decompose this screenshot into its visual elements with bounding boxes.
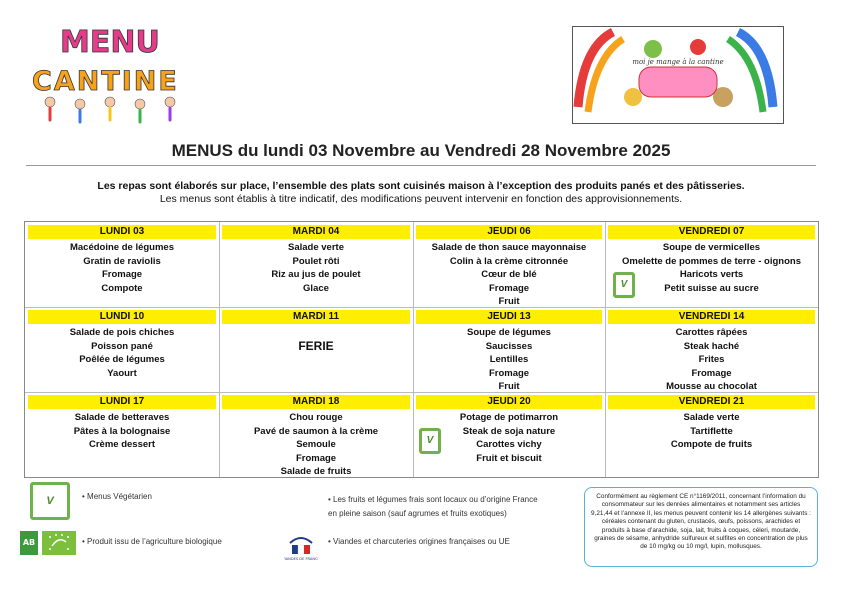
menu-item: Tartiflette [690, 425, 733, 437]
menu-item: Riz au jus de poulet [271, 269, 361, 281]
legend-bio: • Produit issu de l’agriculture biologique [82, 537, 222, 546]
menu-item: Omelette de pommes de terre - oignons [622, 255, 801, 267]
menu-item: Poêlée de légumes [79, 354, 165, 366]
day-menu [219, 241, 413, 295]
intro-line-2: Les menus sont établis à titre indicatif, des modifications peuvent intervenir en fonction des approvisionnements. [159, 193, 683, 205]
bio-logo-text: AB [22, 538, 36, 547]
menu-item: Salade verte [288, 242, 344, 253]
day-header: JEUDI 06 [416, 225, 602, 239]
menu-item: Colin à la crème citronnée [449, 255, 569, 267]
allergen-info-box: Conformément au règlement CE n°1169/2011, concernant l’information du consommateur sur les denrées alimentaires et notamment ses articles 9,21,44 et l’annexe II, les menus peuvent contenir les 14 allergènes suivants : céréales contenant du gluten, crustacés, œufs, poissons, arachides et produits à base d’arachide, soja, lait, fruits à coques, céleri, moutarde, graines de sésame, anhydride sulfureux et sulfites en concentration de plus de 10 mg/kg ou 10 mg/l, lupin, mollusques. [584, 487, 818, 567]
legend-vegetarian: • Menus Végétarien [82, 492, 152, 501]
day-cell [25, 222, 219, 307]
day-cell [413, 222, 605, 307]
holiday-note: FERIE [298, 339, 334, 353]
day-menu [605, 241, 818, 295]
day-header: MARDI 04 [222, 225, 410, 239]
menu-item: Fromage [295, 452, 337, 464]
day-cell [413, 307, 605, 392]
menu-item: Fromage [101, 269, 143, 281]
menu-item: Fruit [498, 381, 520, 393]
day-cell [605, 222, 818, 307]
menu-item: Macédoine de légumes [69, 242, 174, 253]
day-menu [25, 411, 219, 452]
menu-item: Salade de pois chiches [69, 327, 175, 338]
menu-item: Saucisses [485, 340, 533, 352]
menu-item: Fromage [488, 282, 530, 294]
day-header: JEUDI 13 [416, 310, 602, 324]
menu-item: Cœur de blé [481, 269, 537, 281]
menu-item: Crème dessert [88, 439, 155, 451]
day-menu [413, 241, 605, 309]
day-menu [413, 411, 605, 465]
day-cell [25, 392, 219, 477]
menu-item: Pavé de saumon à la crème [253, 425, 379, 437]
day-header: LUNDI 03 [28, 225, 216, 239]
day-menu [25, 241, 219, 295]
menu-item: Soupe de légumes [467, 327, 551, 338]
intro-text [0, 180, 842, 206]
day-menu [25, 326, 219, 380]
day-cell [219, 222, 413, 307]
logo-right-text: moi je mange à la cantine [632, 58, 724, 66]
day-header: MARDI 11 [222, 310, 410, 324]
day-menu [413, 326, 605, 394]
logo-cantine-text: CANTINE [32, 66, 179, 97]
logo-menu-text: MENU [60, 25, 160, 60]
menu-item: Pâtes à la bolognaise [73, 425, 171, 437]
menu-item: Glace [303, 282, 329, 294]
viandes-de-france-logo-icon [284, 531, 318, 561]
day-header: VENDREDI 07 [608, 225, 815, 239]
menu-item: Poisson pané [91, 340, 153, 352]
menu-item: Frites [698, 354, 725, 366]
vegetarian-badge-icon: V [613, 272, 635, 298]
legend-meat: • Viandes et charcuteries origines françaises ou UE [328, 537, 510, 546]
bio-logo-icon [20, 531, 76, 555]
menu-item: Petit suisse au sucre [664, 282, 759, 294]
menu-item: Yaourt [107, 367, 137, 379]
day-menu [219, 411, 413, 479]
menu-item: Haricots verts [679, 269, 744, 281]
day-cell [413, 392, 605, 477]
intro-line-1: Les repas sont élaborés sur place, l’ensemble des plats sont cuisinés maison à l’exception des produits panés et des pâtisseries. [97, 180, 745, 192]
day-menu [605, 411, 818, 452]
menu-cantine-logo [30, 20, 200, 125]
menu-item: Carottes vichy [476, 439, 542, 451]
menu-item: Semoule [296, 439, 336, 451]
menu-item: Lentilles [489, 354, 529, 366]
cantine-illustration [572, 26, 784, 124]
day-cell [605, 307, 818, 392]
menu-item: Steak de soja nature [462, 425, 556, 437]
menu-item: Fromage [691, 367, 732, 379]
menu-item: Steak haché [683, 340, 740, 352]
menu-item: Poulet rôti [292, 255, 340, 267]
menu-item: Fruit [498, 296, 520, 308]
day-header: LUNDI 17 [28, 395, 216, 409]
menu-item: Salade verte [683, 412, 740, 423]
menu-item: Mousse au chocolat [666, 381, 757, 393]
vf-logo-text: VIANDES DE FRANCE [284, 557, 318, 561]
day-header: JEUDI 20 [416, 395, 602, 409]
menu-item: Compote de fruits [670, 439, 753, 451]
day-cell [25, 307, 219, 392]
menu-grid [24, 221, 819, 478]
day-header: LUNDI 10 [28, 310, 216, 324]
menu-item: Gratin de raviolis [83, 255, 161, 267]
day-menu [605, 326, 818, 394]
legend-seasonal-line1: • Les fruits et légumes frais sont locaux ou d’origine France [328, 495, 538, 504]
menu-item: Salade de thon sauce mayonnaise [431, 242, 587, 253]
menu-item: Chou rouge [289, 412, 343, 423]
day-cell [605, 392, 818, 477]
day-cell [219, 392, 413, 477]
day-header: MARDI 18 [222, 395, 410, 409]
menu-item: Soupe de vermicelles [662, 242, 761, 253]
page-title: MENUS du lundi 03 Novembre au Vendredi 28 Novembre 2025 [171, 141, 671, 160]
menu-item: Fruit et biscuit [476, 452, 542, 464]
menu-item: Carottes râpées [675, 327, 748, 338]
day-header: VENDREDI 21 [608, 395, 815, 409]
legend-seasonal-line2: en pleine saison (sauf agrumes et fruits exotiques) [328, 509, 507, 518]
menu-item: Potage de potimarron [459, 412, 559, 423]
vegetarian-badge-icon: V [419, 428, 441, 454]
vegetarian-legend-icon: V [30, 482, 70, 520]
menu-item: Compote [101, 282, 143, 294]
menu-item: Salade de fruits [280, 466, 352, 478]
day-header: VENDREDI 14 [608, 310, 815, 324]
day-cell [219, 307, 413, 392]
menu-item: Salade de betteraves [74, 412, 170, 423]
menu-item: Fromage [488, 367, 530, 379]
title-divider [26, 165, 816, 166]
